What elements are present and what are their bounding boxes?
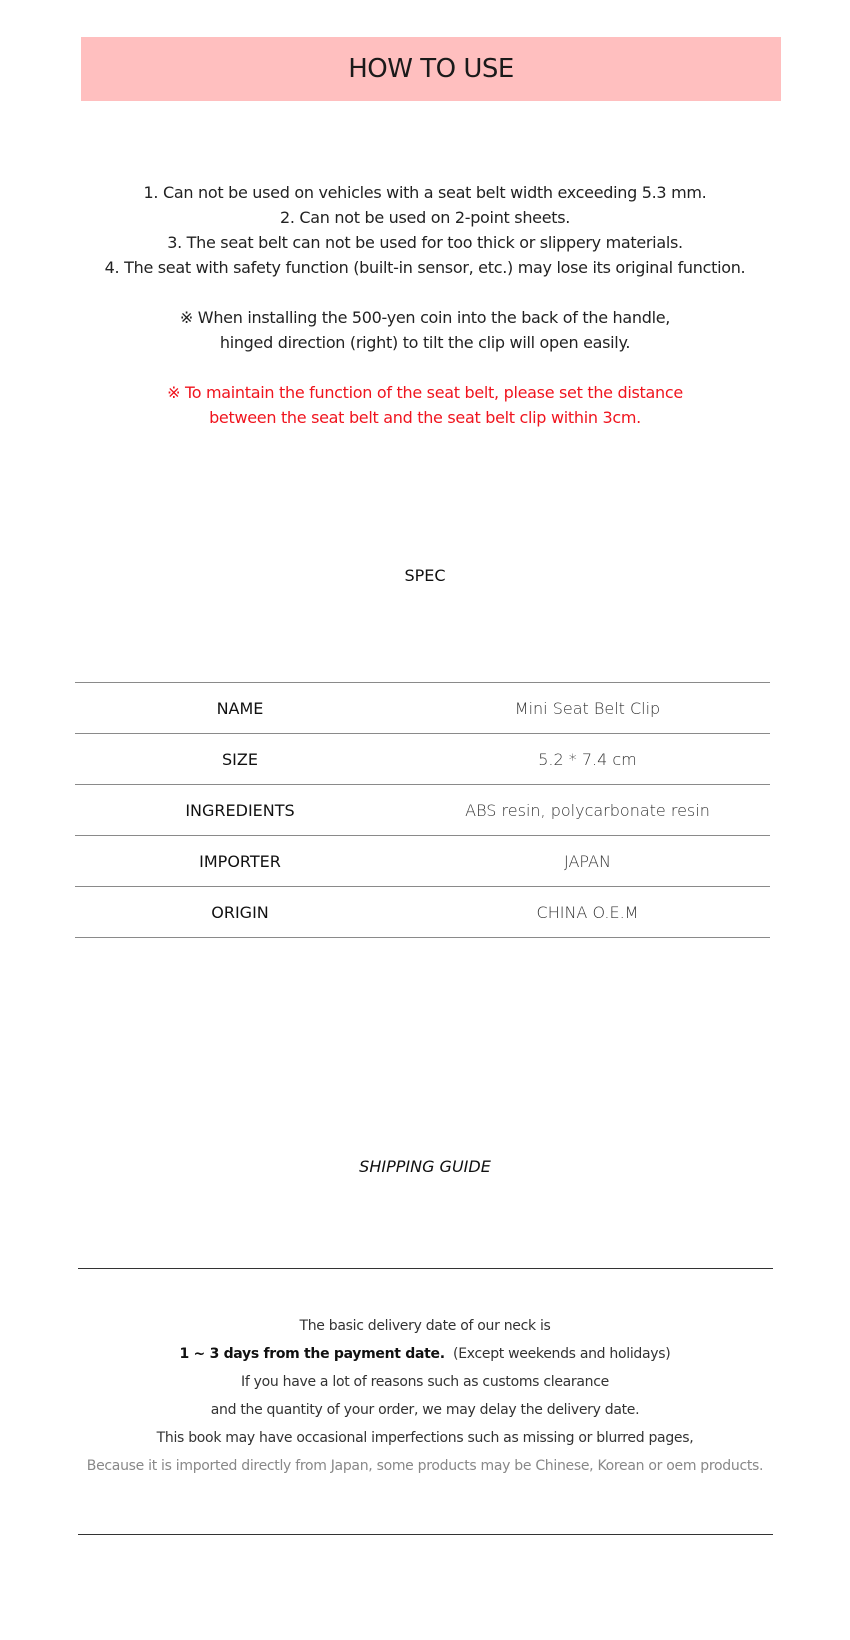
shipping-line: If you have a lot of reasons such as customs clearance bbox=[241, 1374, 609, 1390]
usage-warning bbox=[0, 380, 850, 430]
usage-note bbox=[0, 305, 850, 355]
usage-warning-line: between the seat belt and the seat belt clip within 3cm. bbox=[209, 408, 641, 427]
usage-item: 4. The seat with safety function (built-in sensor, etc.) may lose its original function. bbox=[104, 258, 746, 277]
spec-value: JAPAN bbox=[564, 851, 611, 871]
usage-item: 3. The seat belt can not be used for too thick or slippery materials. bbox=[167, 233, 683, 252]
shipping-exception: (Except weekends and holidays) bbox=[453, 1346, 671, 1362]
shipping-line bbox=[0, 1340, 850, 1368]
usage-warning-line: ※ To maintain the function of the seat belt, please set the distance bbox=[167, 383, 683, 402]
usage-list bbox=[0, 180, 850, 280]
spec-value: ABS resin, polycarbonate resin bbox=[465, 800, 710, 820]
shipping-divider-bottom bbox=[78, 1534, 773, 1535]
spec-title: SPEC bbox=[404, 566, 446, 585]
shipping-line: and the quantity of your order, we may delay the delivery date. bbox=[210, 1402, 640, 1418]
usage-note-line: ※ When installing the 500-yen coin into the back of the handle, bbox=[179, 308, 671, 327]
spec-row-ingredients bbox=[75, 785, 770, 836]
spec-value: CHINA O.E.M bbox=[536, 902, 639, 922]
spec-key: SIZE bbox=[222, 749, 258, 769]
spec-key: NAME bbox=[216, 698, 264, 718]
spec-value: 5.2 * 7.4 cm bbox=[538, 749, 637, 769]
usage-item: 2. Can not be used on 2-point sheets. bbox=[279, 208, 571, 227]
spec-row-origin bbox=[75, 887, 770, 938]
shipping-guide-title: SHIPPING GUIDE bbox=[359, 1157, 491, 1176]
shipping-divider-top bbox=[78, 1268, 773, 1269]
shipping-line: The basic delivery date of our neck is bbox=[299, 1318, 551, 1334]
usage-item: 1. Can not be used on vehicles with a seat belt width exceeding 5.3 mm. bbox=[143, 183, 707, 202]
spec-key: ORIGIN bbox=[211, 902, 269, 922]
usage-note-line: hinged direction (right) to tilt the clip will open easily. bbox=[219, 333, 631, 352]
spec-row-importer bbox=[75, 836, 770, 887]
shipping-period: 1 ~ 3 days from the payment date. bbox=[179, 1346, 445, 1362]
spec-table bbox=[75, 682, 770, 938]
shipping-line: This book may have occasional imperfections such as missing or blurred pages, bbox=[156, 1430, 694, 1446]
spec-key: INGREDIENTS bbox=[185, 800, 295, 820]
shipping-guide-text bbox=[0, 1312, 850, 1480]
how-to-use-banner bbox=[81, 37, 781, 101]
spec-value: Mini Seat Belt Clip bbox=[514, 698, 661, 718]
shipping-line: Because it is imported directly from Japan, some products may be Chinese, Korean or oem products. bbox=[86, 1458, 764, 1474]
how-to-use-title: HOW TO USE bbox=[348, 54, 514, 84]
spec-key: IMPORTER bbox=[199, 851, 281, 871]
spec-row-size bbox=[75, 734, 770, 785]
spec-row-name bbox=[75, 683, 770, 734]
